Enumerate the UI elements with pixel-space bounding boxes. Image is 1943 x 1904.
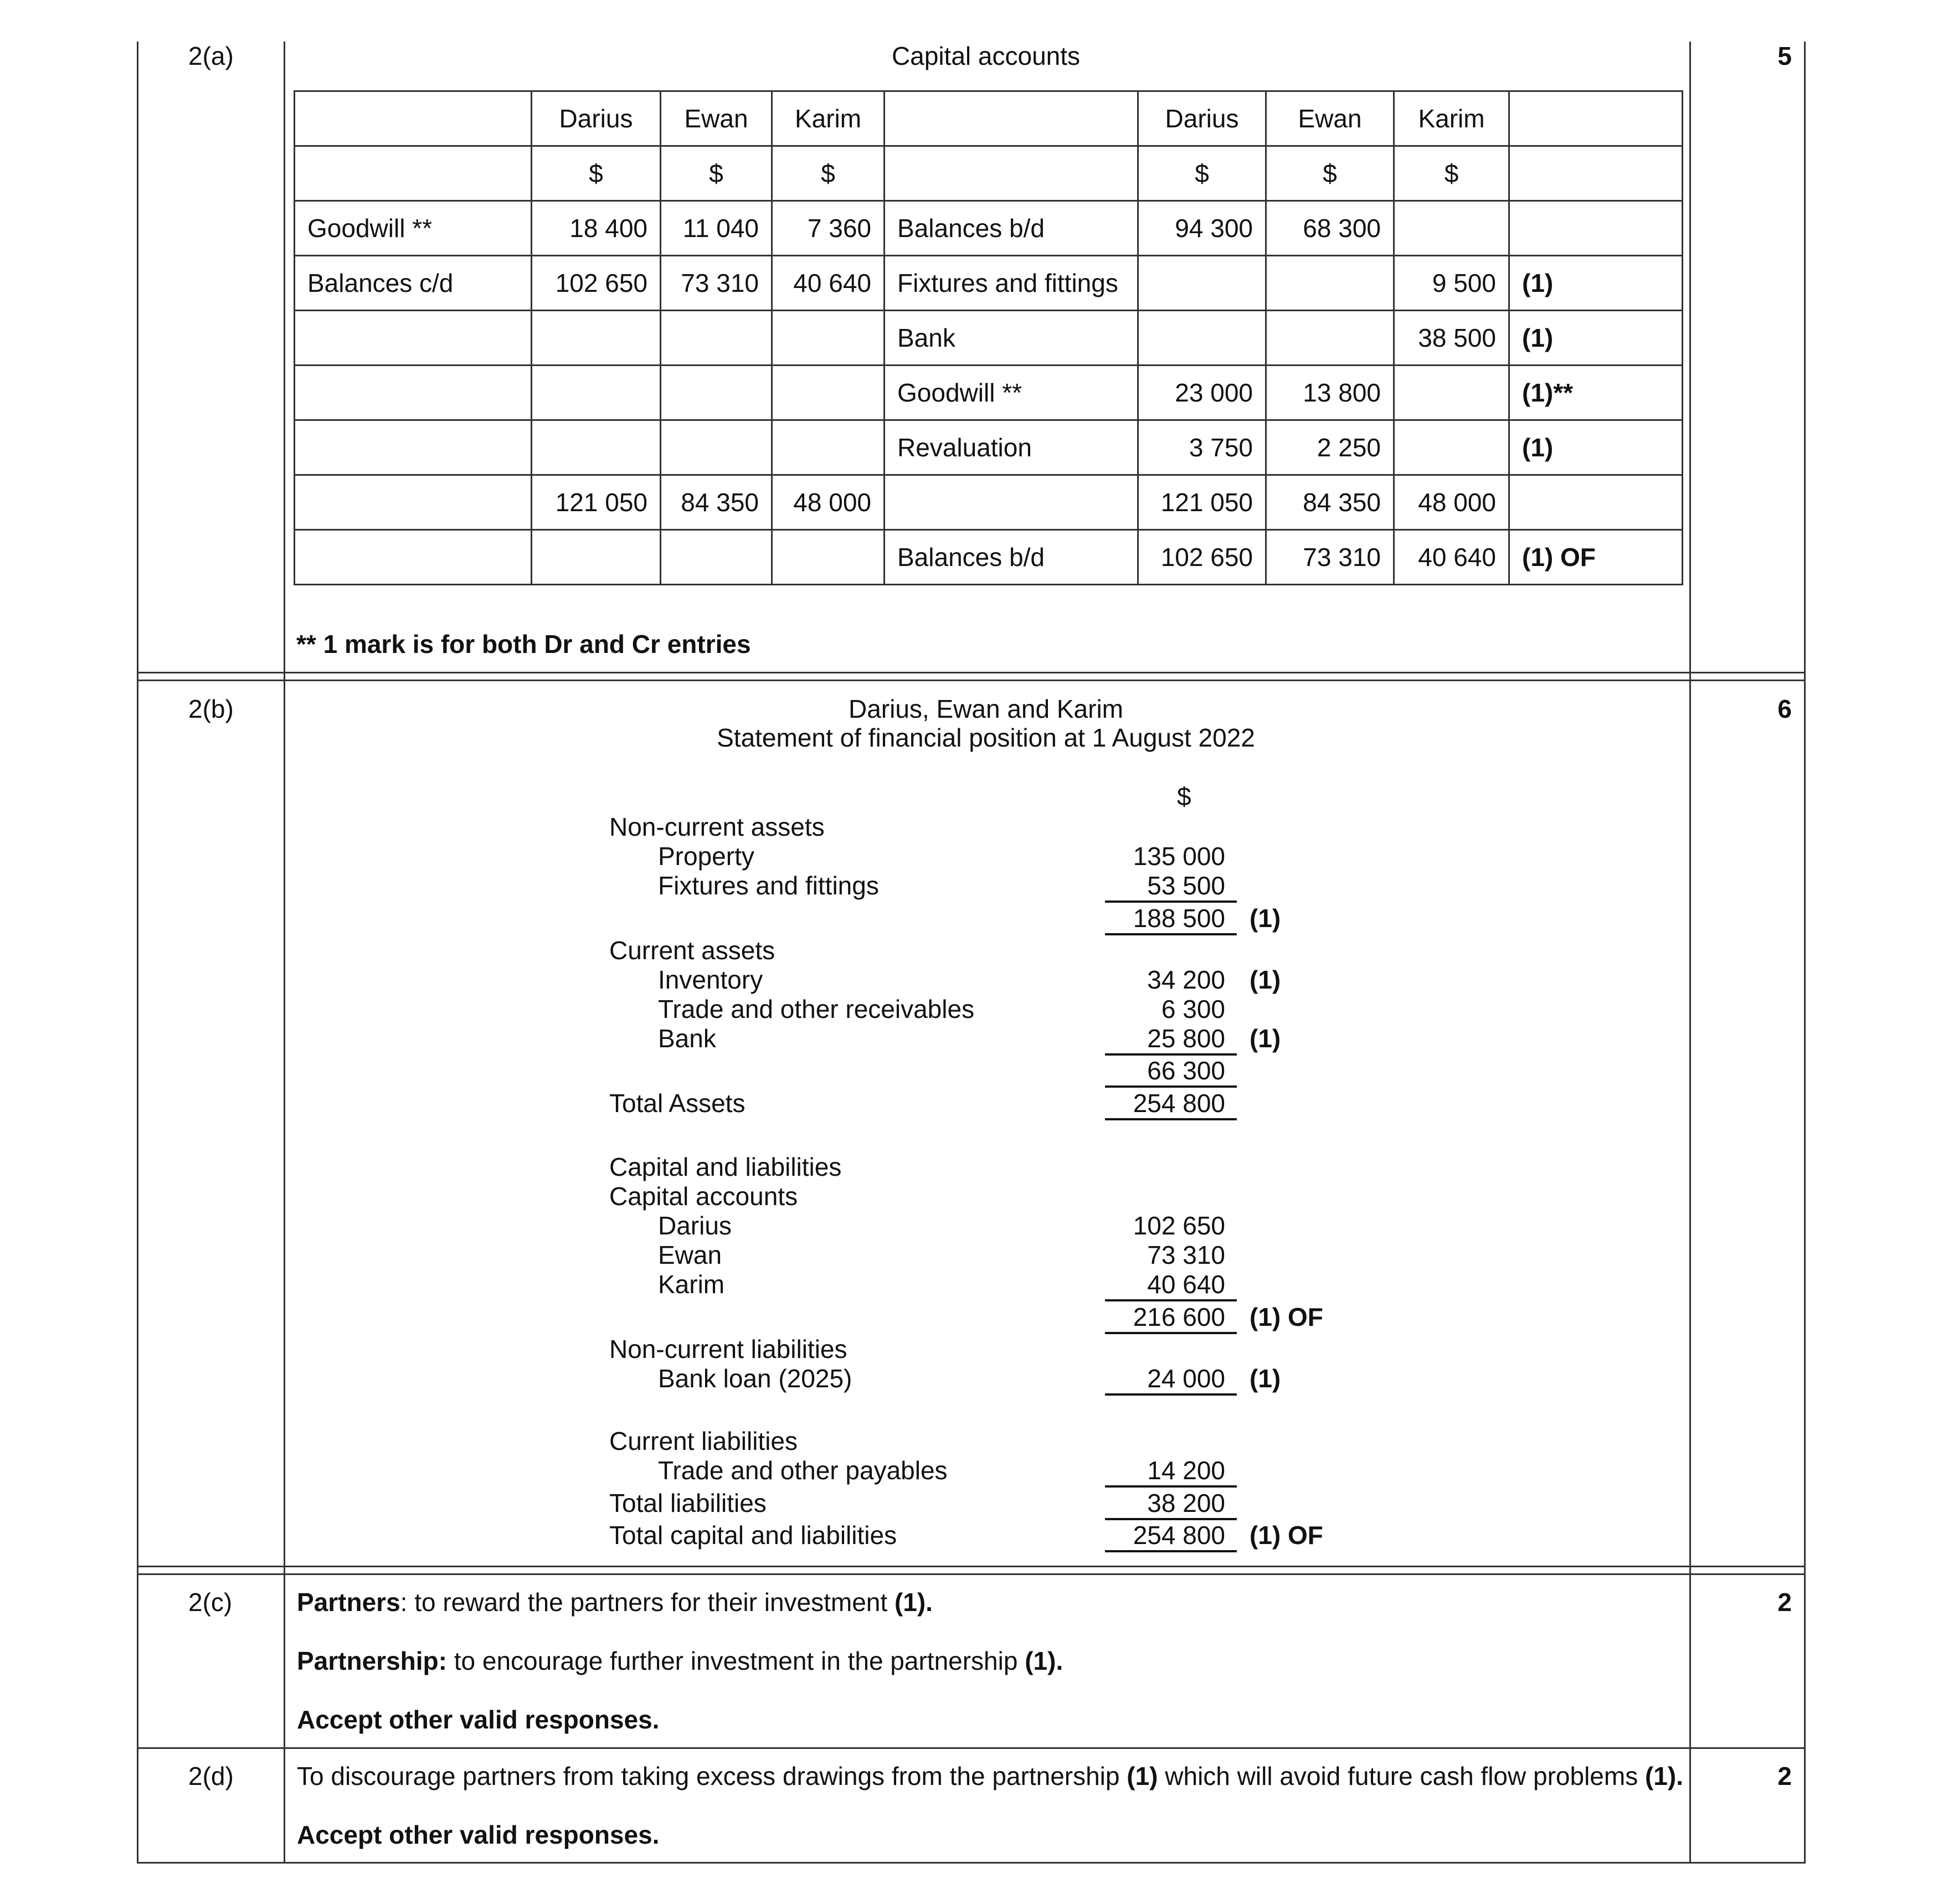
marks-2c: 2 bbox=[1777, 1588, 1792, 1617]
cr-ewan: 84 350 bbox=[1266, 475, 1394, 530]
grid-line bbox=[284, 42, 285, 1864]
marks-2a: 5 bbox=[1777, 42, 1792, 70]
dr-karim bbox=[772, 311, 885, 366]
cr-ewan: 73 310 bbox=[1266, 530, 1394, 585]
statement-line-value: 188 500 bbox=[1133, 904, 1225, 933]
answer-text: to encourage further investment in the partnership bbox=[446, 1646, 1025, 1675]
table-row bbox=[295, 256, 1683, 311]
mark-award: (1) OF bbox=[1509, 530, 1683, 585]
cr-label: Revaluation bbox=[885, 420, 1138, 475]
cr-karim bbox=[1394, 366, 1509, 420]
dr-karim bbox=[772, 366, 885, 420]
total-underline bbox=[1105, 1118, 1237, 1120]
mark-award: (1). bbox=[894, 1588, 933, 1617]
row-divider bbox=[137, 680, 1806, 681]
cr-label: Fixtures and fittings bbox=[885, 256, 1138, 311]
total-underline bbox=[1105, 900, 1237, 903]
currency-symbol: $ bbox=[1394, 146, 1509, 201]
answer-partnership bbox=[297, 1646, 1063, 1676]
table-cell bbox=[295, 91, 532, 146]
cr-darius: 102 650 bbox=[1138, 530, 1266, 585]
statement-line-value: 216 600 bbox=[1133, 1303, 1225, 1331]
dr-ewan: 73 310 bbox=[661, 256, 772, 311]
dr-label: Goodwill ** bbox=[295, 201, 532, 256]
statement-line-label: Trade and other payables bbox=[658, 1456, 948, 1485]
statement-line-value: 24 000 bbox=[1147, 1364, 1225, 1393]
total-underline bbox=[1105, 1393, 1237, 1396]
total-underline bbox=[1105, 1550, 1237, 1552]
dr-karim: 7 360 bbox=[772, 201, 885, 256]
cr-karim: 9 500 bbox=[1394, 256, 1509, 311]
total-underline bbox=[1105, 1085, 1237, 1088]
statement-line-label: Inventory bbox=[658, 965, 763, 994]
table-row bbox=[295, 201, 1683, 256]
mark-award bbox=[1509, 201, 1683, 256]
mark-award: (1) bbox=[1250, 1364, 1281, 1393]
total-underline bbox=[1105, 933, 1237, 935]
statement-line-label: Bank bbox=[658, 1024, 716, 1053]
statement-line-value: 254 800 bbox=[1133, 1521, 1225, 1550]
dr-ewan bbox=[661, 311, 772, 366]
cr-darius: 23 000 bbox=[1138, 366, 1266, 420]
row-divider bbox=[137, 1862, 1806, 1864]
mark-award: (1) bbox=[1250, 965, 1281, 994]
table-row bbox=[295, 475, 1683, 530]
grid-line bbox=[1804, 42, 1806, 1864]
cr-label: Goodwill ** bbox=[885, 366, 1138, 420]
question-part-2b: 2(b) bbox=[188, 694, 234, 723]
mark-award: (1). bbox=[1025, 1646, 1063, 1675]
dr-label: Balances c/d bbox=[295, 256, 532, 311]
statement-title-names: Darius, Ewan and Karim bbox=[849, 694, 1123, 723]
answer-drawings bbox=[297, 1761, 1683, 1791]
row-divider bbox=[137, 1566, 1806, 1567]
question-part-2c: 2(c) bbox=[188, 1588, 233, 1617]
header-ewan-dr: Ewan bbox=[661, 91, 772, 146]
dr-darius bbox=[532, 420, 661, 475]
cr-karim bbox=[1394, 420, 1509, 475]
mark-award: (1) bbox=[1509, 256, 1683, 311]
cr-ewan: 2 250 bbox=[1266, 420, 1394, 475]
statement-line-label: Fixtures and fittings bbox=[658, 871, 879, 900]
mark-award: (1) OF bbox=[1250, 1521, 1323, 1550]
dr-darius bbox=[532, 530, 661, 585]
statement-title-date: Statement of financial position at 1 August 2022 bbox=[717, 723, 1255, 752]
cr-karim bbox=[1394, 201, 1509, 256]
dr-karim bbox=[772, 530, 885, 585]
statement-line-value: 38 200 bbox=[1147, 1489, 1225, 1517]
statement-line-label: Total liabilities bbox=[609, 1489, 767, 1517]
answer-partners bbox=[297, 1587, 933, 1617]
statement-line-value: 102 650 bbox=[1133, 1211, 1225, 1240]
cr-label: Bank bbox=[885, 311, 1138, 366]
statement-line-label: Non-current assets bbox=[609, 812, 825, 841]
statement-line-label: Total capital and liabilities bbox=[609, 1521, 897, 1550]
dr-karim bbox=[772, 420, 885, 475]
cr-karim: 40 640 bbox=[1394, 530, 1509, 585]
dr-label bbox=[295, 366, 532, 420]
currency-symbol: $ bbox=[661, 146, 772, 201]
statement-line-label: Ewan bbox=[658, 1241, 722, 1269]
dr-ewan bbox=[661, 420, 772, 475]
dr-ewan bbox=[661, 366, 772, 420]
row-divider bbox=[137, 1573, 1806, 1575]
statement-line-value: 6 300 bbox=[1161, 995, 1225, 1023]
row-divider bbox=[137, 672, 1806, 673]
mark-award: (1) bbox=[1127, 1762, 1158, 1790]
mark-award: (1)** bbox=[1509, 366, 1683, 420]
table-cell bbox=[1509, 146, 1683, 201]
statement-line-label: Current liabilities bbox=[609, 1427, 798, 1455]
table-row bbox=[295, 420, 1683, 475]
currency-row bbox=[295, 146, 1683, 201]
dr-karim: 48 000 bbox=[772, 475, 885, 530]
statement-line-label: Non-current liabilities bbox=[609, 1335, 847, 1363]
statement-line-label: Bank loan (2025) bbox=[658, 1364, 852, 1393]
currency-heading: $ bbox=[1177, 782, 1191, 811]
mark-award: (1) OF bbox=[1250, 1303, 1323, 1331]
question-part-2d: 2(d) bbox=[188, 1762, 234, 1790]
statement-line-label: Capital accounts bbox=[609, 1182, 798, 1211]
answer-text: To discourage partners from taking excess drawings from the partnership bbox=[297, 1762, 1127, 1790]
table-cell bbox=[1509, 91, 1683, 146]
dr-darius bbox=[532, 311, 661, 366]
dr-label bbox=[295, 311, 532, 366]
statement-line-value: 40 640 bbox=[1147, 1270, 1225, 1299]
total-underline bbox=[1105, 1485, 1237, 1488]
total-underline bbox=[1105, 1299, 1237, 1301]
header-darius-dr: Darius bbox=[532, 91, 661, 146]
table-row bbox=[295, 530, 1683, 585]
marks-2d: 2 bbox=[1777, 1762, 1792, 1790]
header-darius-cr: Darius bbox=[1138, 91, 1266, 146]
table-cell bbox=[885, 91, 1138, 146]
dr-darius: 18 400 bbox=[532, 201, 661, 256]
cr-karim: 38 500 bbox=[1394, 311, 1509, 366]
mark-award: (1) bbox=[1250, 904, 1281, 933]
cr-label: Balances b/d bbox=[885, 201, 1138, 256]
grid-line bbox=[1689, 42, 1691, 1864]
table-header-row bbox=[295, 91, 1683, 146]
mark-award: (1) bbox=[1509, 311, 1683, 366]
answer-text: which will avoid future cash flow problems bbox=[1158, 1762, 1645, 1790]
cr-ewan: 68 300 bbox=[1266, 201, 1394, 256]
cr-label bbox=[885, 475, 1138, 530]
capital-accounts-table bbox=[294, 90, 1683, 585]
dr-ewan bbox=[661, 530, 772, 585]
table-row bbox=[295, 311, 1683, 366]
cr-label: Balances b/d bbox=[885, 530, 1138, 585]
dr-ewan: 11 040 bbox=[661, 201, 772, 256]
currency-symbol: $ bbox=[772, 146, 885, 201]
dr-darius: 121 050 bbox=[532, 475, 661, 530]
statement-line-label: Trade and other receivables bbox=[658, 995, 975, 1023]
statement-line-value: 14 200 bbox=[1147, 1456, 1225, 1485]
statement-line-value: 25 800 bbox=[1147, 1024, 1225, 1053]
table-cell bbox=[295, 146, 532, 201]
grid-line bbox=[137, 42, 138, 1864]
cr-darius: 94 300 bbox=[1138, 201, 1266, 256]
capital-accounts-body bbox=[295, 201, 1683, 585]
statement-line-value: 34 200 bbox=[1147, 965, 1225, 994]
answer-term: Partnership: bbox=[297, 1646, 447, 1675]
section-title-capital-accounts: Capital accounts bbox=[891, 42, 1081, 70]
header-karim-dr: Karim bbox=[772, 91, 885, 146]
dr-karim: 40 640 bbox=[772, 256, 885, 311]
cr-ewan bbox=[1266, 256, 1394, 311]
dr-label bbox=[295, 420, 532, 475]
statement-line-label: Property bbox=[658, 842, 754, 871]
cr-darius bbox=[1138, 256, 1266, 311]
question-part-2a: 2(a) bbox=[188, 42, 234, 70]
accept-other-responses: Accept other valid responses. bbox=[297, 1705, 660, 1734]
cr-darius: 121 050 bbox=[1138, 475, 1266, 530]
mark-award: (1) bbox=[1509, 420, 1683, 475]
answer-term: Partners bbox=[297, 1588, 400, 1617]
answer-text: : to reward the partners for their investment bbox=[400, 1588, 895, 1617]
dr-label bbox=[295, 530, 532, 585]
row-divider bbox=[137, 1747, 1806, 1749]
accept-other-responses: Accept other valid responses. bbox=[297, 1820, 660, 1849]
total-underline bbox=[1105, 1332, 1237, 1334]
table-cell bbox=[885, 146, 1138, 201]
header-ewan-cr: Ewan bbox=[1266, 91, 1394, 146]
statement-line-label: Darius bbox=[658, 1211, 732, 1240]
dr-darius bbox=[532, 366, 661, 420]
table-row bbox=[295, 366, 1683, 420]
mark-award: (1). bbox=[1644, 1762, 1683, 1790]
statement-line-label: Current assets bbox=[609, 936, 775, 965]
statement-line-value: 66 300 bbox=[1147, 1056, 1225, 1085]
currency-symbol: $ bbox=[532, 146, 661, 201]
marks-2b: 6 bbox=[1777, 694, 1792, 723]
currency-symbol: $ bbox=[1266, 146, 1394, 201]
dr-darius: 102 650 bbox=[532, 256, 661, 311]
dr-ewan: 84 350 bbox=[661, 475, 772, 530]
cr-darius: 3 750 bbox=[1138, 420, 1266, 475]
mark-award bbox=[1509, 475, 1683, 530]
header-karim-cr: Karim bbox=[1394, 91, 1509, 146]
statement-line-value: 254 800 bbox=[1133, 1089, 1225, 1118]
statement-line-value: 53 500 bbox=[1147, 871, 1225, 900]
cr-ewan bbox=[1266, 311, 1394, 366]
statement-line-label: Capital and liabilities bbox=[609, 1152, 842, 1181]
currency-symbol: $ bbox=[1138, 146, 1266, 201]
cr-ewan: 13 800 bbox=[1266, 366, 1394, 420]
marking-note: ** 1 mark is for both Dr and Cr entries bbox=[296, 630, 751, 658]
cr-karim: 48 000 bbox=[1394, 475, 1509, 530]
statement-line-label: Karim bbox=[658, 1270, 725, 1299]
dr-label bbox=[295, 475, 532, 530]
statement-line-value: 73 310 bbox=[1147, 1241, 1225, 1269]
cr-darius bbox=[1138, 311, 1266, 366]
statement-line-value: 135 000 bbox=[1133, 842, 1225, 871]
mark-award: (1) bbox=[1250, 1024, 1281, 1053]
statement-line-label: Total Assets bbox=[609, 1089, 746, 1118]
